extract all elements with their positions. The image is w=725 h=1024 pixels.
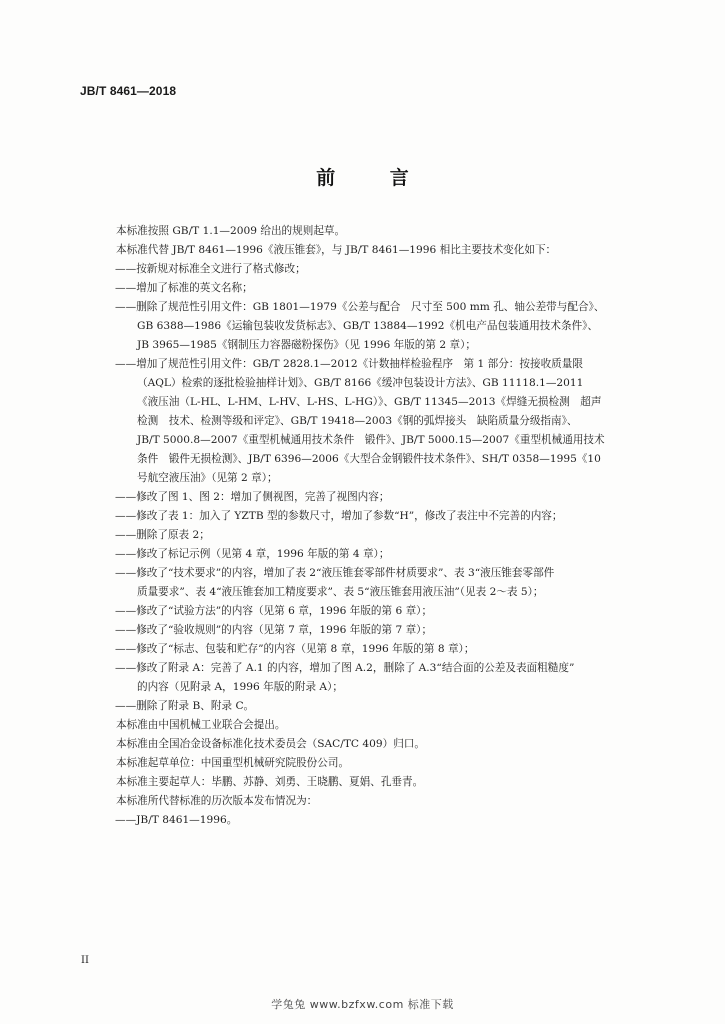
paragraph: 本标准按照 GB/T 1.1—2009 给出的规则起草。 xyxy=(116,225,346,237)
paragraph: 本标准代替 JB/T 8461—1996《液压锥套》，与 JB/T 8461—1996 相比主要技术变化如下： xyxy=(116,244,557,256)
change-item: ——JB/T 8461—1996。 xyxy=(115,814,238,826)
site-footer: 学兔兔 www.bzfxw.com 标准下载 xyxy=(271,998,454,1011)
change-item: ——修改了标记示例（见第 4 章，1996 年版的第 4 章）； xyxy=(115,548,390,560)
change-item-continuation: 号航空液压油》（见第 2 章）； xyxy=(137,472,278,484)
page-number: II xyxy=(81,955,89,966)
change-item-continuation: GB 6388—1986《运输包装收发货标志》、GB/T 13884—1992《机电产品包装通用技术条件》、 xyxy=(137,320,599,332)
change-item: ——修改了“验收规则”的内容（见第 7 章，1996 年版的第 7 章）； xyxy=(115,624,433,636)
change-item-continuation: （AQL）检索的逐批检验抽样计划》、GB/T 8166《缓冲包装设计方法》、GB 11118.1—2011 xyxy=(137,377,584,389)
change-item: ——增加了标准的英文名称； xyxy=(115,282,253,294)
change-item-continuation: JB 3965—1985《钢制压力容器磁粉探伤》（见 1996 年版的第 2 章）； xyxy=(137,339,476,351)
change-item: ——修改了“试验方法”的内容（见第 6 章，1996 年版的第 6 章）； xyxy=(115,605,433,617)
change-item: ——按新规对标准全文进行了格式修改； xyxy=(115,263,306,275)
paragraph: 本标准起草单位：中国重型机械研究院股份公司。 xyxy=(116,757,350,769)
change-item: ——修改了表 1：加入了 YZTB 型的参数尺寸，增加了参数“H”，修改了表注中不完善的内容； xyxy=(115,510,563,522)
change-item-continuation: 质量要求”、表 4“液压锥套加工精度要求”、表 5“液压锥套用液压油”（见表 2～表 5）； xyxy=(137,586,544,598)
paragraph: 本标准由全国冶金设备标准化技术委员会（SAC/TC 409）归口。 xyxy=(116,738,425,750)
change-item: ——增加了规范性引用文件：GB/T 2828.1—2012《计数抽样检验程序 第 1 部分：按接收质量限 xyxy=(115,358,583,370)
preface-body xyxy=(116,222,656,830)
change-item: ——修改了“标志、包装和贮存”的内容（见第 8 章，1996 年版的第 8 章）； xyxy=(115,643,475,655)
change-item: ——修改了“技术要求”的内容，增加了表 2“液压锥套零部件材质要求”、表 3“液压锥套零部件 xyxy=(115,567,555,579)
change-item-continuation: 《液压油（L-HL、L-HM、L-HV、L-HS、L-HG）》、GB/T 11345—2013《焊缝无损检测 超声 xyxy=(137,396,602,408)
change-item: ——删除了原表 2； xyxy=(115,529,210,541)
paragraph: 本标准由中国机械工业联合会提出。 xyxy=(116,719,286,731)
change-item: ——删除了附录 B、附录 C。 xyxy=(115,700,255,712)
standard-code: JB/T 8461—2018 xyxy=(80,84,177,98)
change-item-continuation: JB/T 5000.8—2007《重型机械通用技术条件 锻件》、JB/T 5000.15—2007《重型机械通用技术 xyxy=(137,434,605,446)
change-item-continuation: 条件 锻件无损检测》、JB/T 6396—2006《大型合金钢锻件技术条件》、SH/T 0358—1995《10 xyxy=(137,453,601,465)
change-item: ——修改了图 1、图 2：增加了侧视图，完善了视图内容； xyxy=(115,491,390,503)
paragraph: 本标准所代替标准的历次版本发布情况为： xyxy=(116,795,318,807)
change-item: ——修改了附录 A：完善了 A.1 的内容，增加了图 A.2，删除了 A.3“结合面的公差及表面粗糙度” xyxy=(115,662,575,674)
change-item: ——删除了规范性引用文件：GB 1801—1979《公差与配合 尺寸至 500 mm 孔、轴公差带与配合》、 xyxy=(115,301,605,313)
change-item-continuation: 的内容（见附录 A，1996 年版的附录 A）； xyxy=(137,681,343,693)
paragraph: 本标准主要起草人：毕鹏、苏静、刘勇、王晓鹏、夏娟、孔垂青。 xyxy=(116,776,424,788)
page-title: 前 言 xyxy=(316,167,433,189)
change-item-continuation: 检测 技术、检测等级和评定》、GB/T 19418—2003《钢的弧焊接头 缺陷质量分级指南》、 xyxy=(137,415,578,427)
